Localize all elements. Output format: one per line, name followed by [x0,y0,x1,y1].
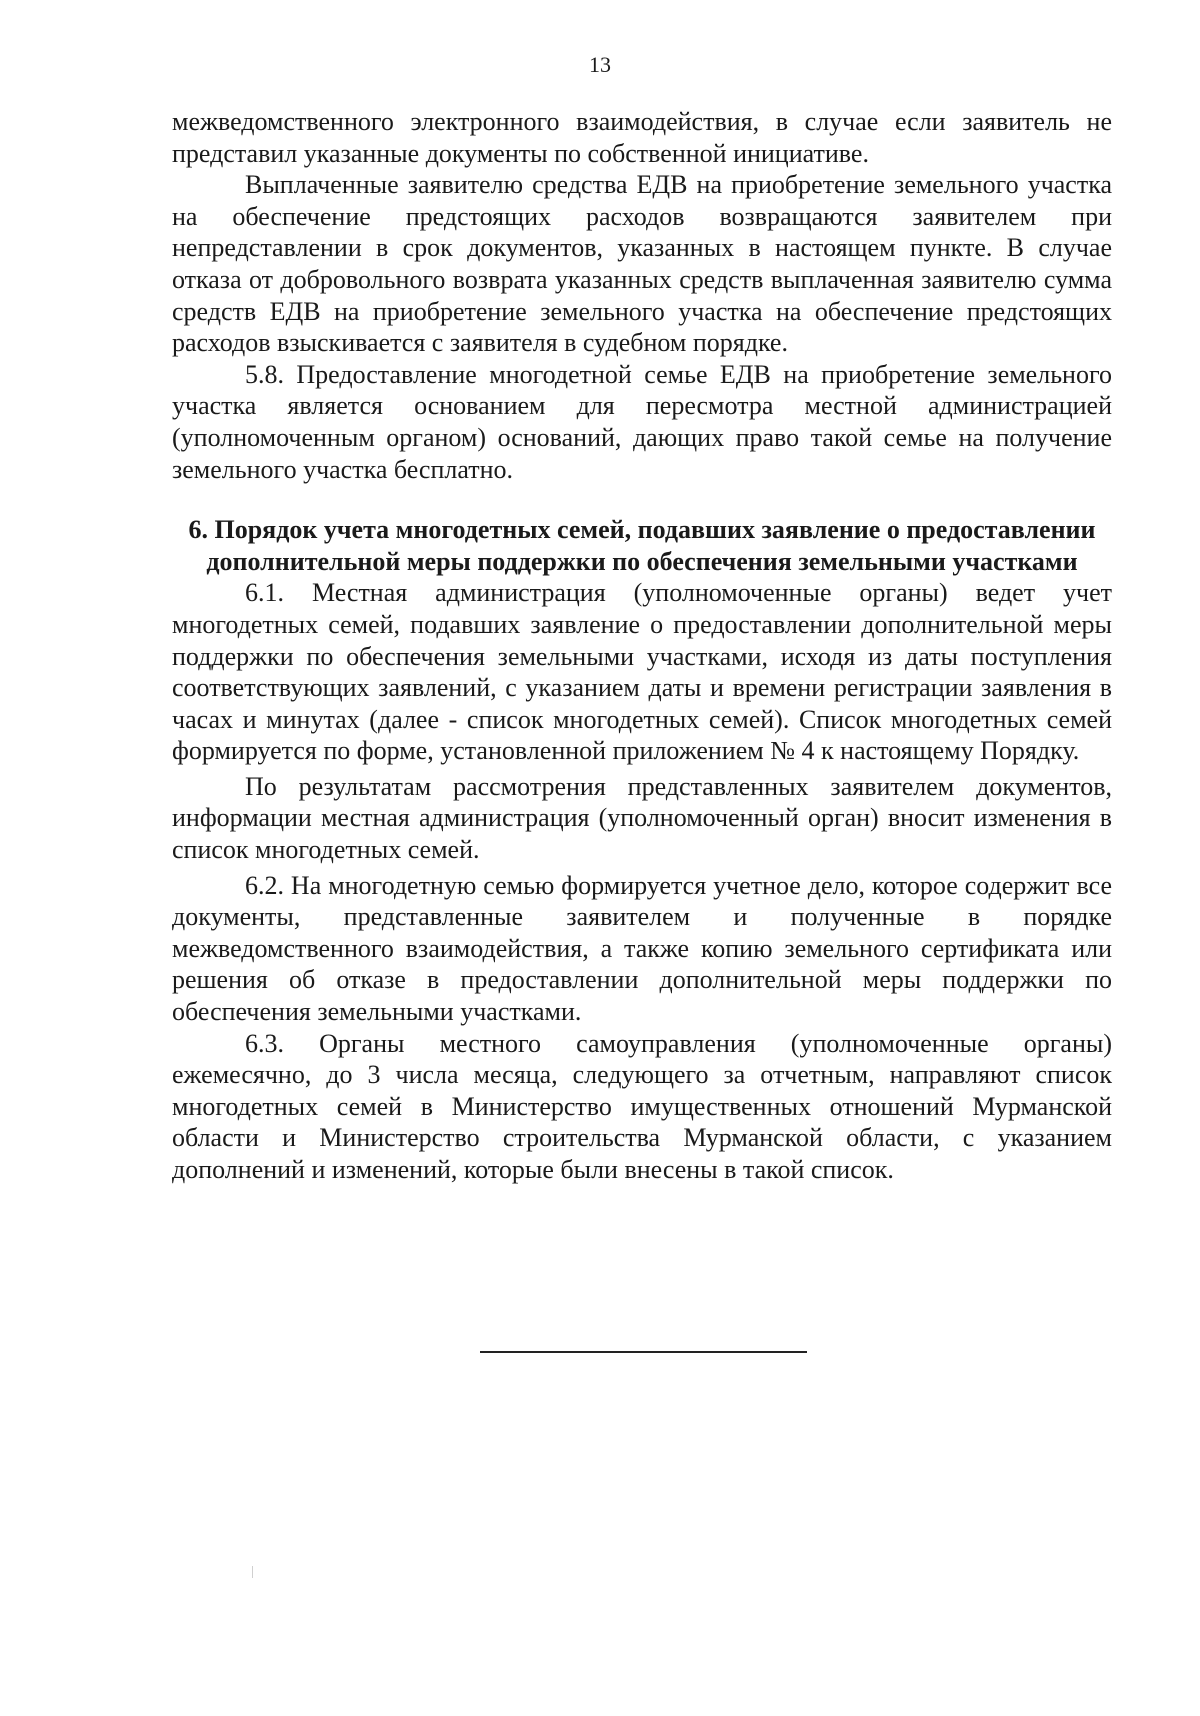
paragraph-6-1-results: По результатам рассмотрения представленных заявителем документов, информации местная администрация (уполномоченный орган) вносит изменения в список многодетных семей. [172,771,1112,865]
paragraph-6-1: 6.1. Местная администрация (уполномоченные органы) ведет учет многодетных семей, подавших заявление о предоставлении дополнительной меры поддержки по обеспечения земельными участками, исходя из даты поступления соответствующих заявлений, с указанием даты и времени регистрации заявления в часах и минутах (далее - список многодетных семей). Список многодетных семей формируется по форме, установленной приложением № 4 к настоящему Порядку. [172,578,1112,766]
paragraph-refund: Выплаченные заявителю средства ЕДВ на приобретение земельного участка на обеспечение предстоящих расходов возвращаются заявителем при непредставлении в срок документов, указанных в настоящем пункте. В случае отказа от добровольного возврата указанных средств выплаченная заявителю сумма средств ЕДВ на приобретение земельного участка на обеспечение предстоящих расходов взыскивается с заявителя в судебном порядке. [172,170,1112,358]
page-number: 13 [589,52,611,77]
paragraph-6-3: 6.3. Органы местного самоуправления (уполномоченные органы) ежемесячно, до 3 числа месяца, следующего за отчетным, направляют список многодетных семей в Министерство имущественных отношений Мурманской области и Министерство строительства Мурманской области, с указанием дополнений и изменений, которые были внесены в такой список. [172,1028,1112,1184]
paragraph-6-2: 6.2. На многодетную семью формируется учетное дело, которое содержит все документы, представленные заявителем и полученные в порядке межведомственного взаимодействия, а также копию земельного сертификата или решения об отказе в предоставлении дополнительной меры поддержки по обеспечения земельными участками. [172,870,1112,1027]
paragraph-continued: межведомственного электронного взаимодействия, в случае если заявитель не представил указанные документы по собственной инициативе. [172,107,1112,168]
document-body [172,106,1112,1186]
paragraph-5-8: 5.8. Предоставление многодетной семье ЕДВ на приобретение земельного участка является основанием для пересмотра местной администрацией (уполномоченным органом) оснований, дающих право такой семье на получение земельного участка бесплатно. [172,359,1112,484]
section-6-heading: 6. Порядок учета многодетных семей, подавших заявление о предоставлении дополнительной меры поддержки по обеспечения земельными участками [188,515,1096,576]
end-of-text-rule [480,1351,807,1353]
scan-mark [252,1566,253,1578]
